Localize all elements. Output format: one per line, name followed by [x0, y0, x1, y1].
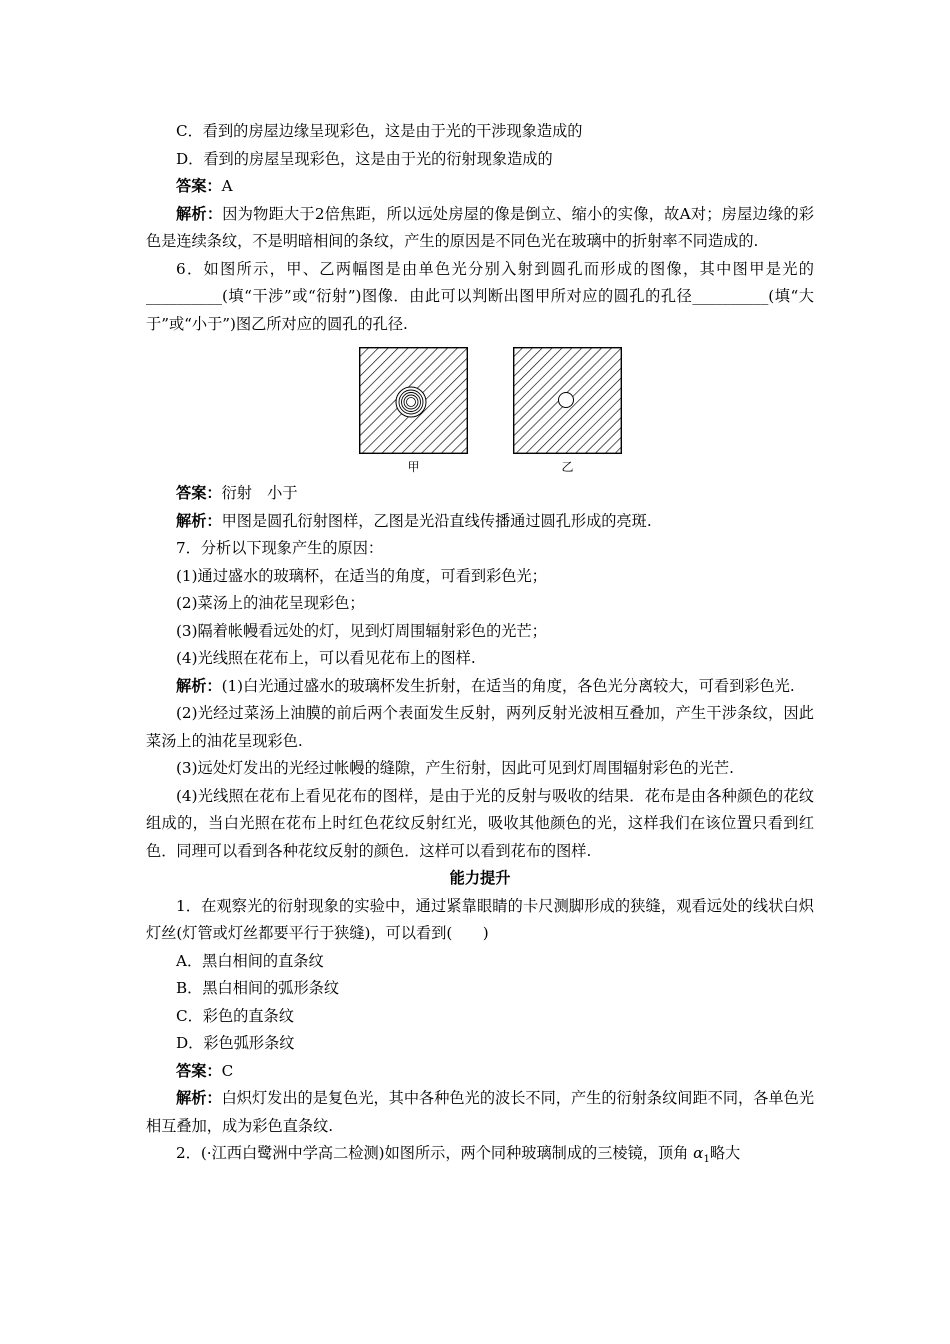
figure-label-b: 乙	[561, 460, 574, 474]
p2-stem-start: 2．(·江西白鹭洲中学高二检测)如图所示，两个同种玻璃制成的三棱镜，顶角	[176, 1144, 689, 1162]
answer-label: 答案：	[176, 1061, 222, 1080]
section-title: 能力提升	[449, 869, 511, 887]
answer-value: 衍射 小于	[221, 484, 298, 502]
q7-item-2: (2)菜汤上的油花呈现彩色；	[176, 594, 365, 612]
p1-option-d: D．彩色弧形条纹	[176, 1034, 295, 1052]
p1-option-b: B．黑白相间的弧形条纹	[176, 979, 340, 997]
answer-label: 答案：	[176, 484, 222, 502]
analysis-label: 解析：	[176, 511, 222, 530]
document-page	[146, 118, 814, 1174]
analysis-text: (1)白光通过盛水的玻璃杯发生折射，在适当的角度，各色光分离较大，可看到彩色光.	[221, 676, 795, 695]
q7-analysis-1	[146, 673, 814, 701]
q5-analysis	[146, 201, 814, 256]
q5-option-d: D．看到的房屋呈现彩色，这是由于光的衍射现象造成的	[176, 149, 553, 168]
alpha-symbol: α	[693, 1144, 704, 1162]
p1-analysis	[146, 1085, 814, 1140]
q5-answer	[146, 173, 814, 201]
q6-figure	[146, 338, 814, 480]
q7-stem: 7．分析以下现象产生的原因：	[176, 539, 384, 557]
q7-analysis-4: (4)光线照在花布上看见花布的图样，是由于光的反射与吸收的结果．花布是由各种颜色的花纹组成的，当白光照在花布上时红色花纹反射红光，吸收其他颜色的光，这样我们在该位置只看到红色．同理可以看到各种花纹反射的颜色．这样可以看到花布的图样.	[146, 786, 814, 860]
analysis-text: 白炽灯发出的是复色光，其中各种色光的波长不同，产生的衍射条纹间距不同，各单色光相互叠加，成为彩色直条纹.	[146, 1089, 815, 1135]
alpha-subscript: 1	[703, 1154, 710, 1166]
analysis-text: 甲图是圆孔衍射图样，乙图是光沿直线传播通过圆孔形成的亮斑.	[221, 511, 652, 530]
q6-analysis	[146, 508, 814, 536]
q7-item-1: (1)通过盛水的玻璃杯，在适当的角度，可看到彩色光；	[176, 566, 547, 585]
q7-item-4: (4)光线照在花布上，可以看见花布上的图样.	[176, 649, 476, 667]
q7-analysis-3: (3)远处灯发出的光经过帐幔的缝隙，产生衍射，因此可见到灯周围辐射彩色的光芒.	[176, 759, 734, 777]
analysis-text: 因为物距大于2倍焦距，所以远处房屋的像是倒立、缩小的实像，故A对；房屋边缘的彩色是连续条纹，不是明暗相间的条纹，产生的原因是不同色光在玻璃中的折射率不同造成的.	[146, 204, 815, 250]
figure-diffraction-pattern	[359, 347, 468, 454]
figure-bright-spot	[513, 347, 622, 454]
figure-label-a: 甲	[407, 460, 420, 474]
q6-stem: 6．如图所示，甲、乙两幅图是由单色光分别入射到圆孔而形成的图像，其中图甲是光的__________(填“干涉”或“衍射”)图像．由此可以判断出图甲所对应的圆孔的孔径__________(填“大于”或“小于”)图乙所对应的圆孔的孔径.	[146, 259, 814, 333]
q5-option-c: C．看到的房屋边缘呈现彩色，这是由于光的干涉现象造成的	[176, 122, 583, 140]
analysis-label: 解析：	[176, 204, 223, 223]
p1-answer	[146, 1058, 814, 1086]
analysis-label: 解析：	[176, 676, 222, 695]
answer-label: 答案：	[176, 177, 222, 195]
q7-item-3: (3)隔着帐幔看远处的灯，见到灯周围辐射彩色的光芒；	[176, 621, 547, 640]
q7-analysis-2: (2)光经过菜汤上油膜的前后两个表面发生反射，两列反射光波相互叠加，产生干涉条纹，因此菜汤上的油花呈现彩色.	[146, 704, 814, 750]
p1-option-c: C．彩色的直条纹	[176, 1006, 294, 1025]
p1-stem: 1．在观察光的衍射现象的实验中，通过紧靠眼睛的卡尺测脚形成的狭缝，观看远处的线状白炽灯丝(灯管或灯丝都要平行于狭缝)，可以看到( )	[146, 896, 814, 942]
answer-value: C	[221, 1061, 234, 1080]
q6-answer	[146, 480, 814, 508]
answer-value: A	[221, 177, 233, 195]
p2-stem	[146, 1140, 814, 1174]
analysis-label: 解析：	[176, 1089, 222, 1107]
p1-option-a: A．黑白相间的直条纹	[176, 951, 324, 970]
p2-stem-end: 略大	[709, 1144, 741, 1162]
